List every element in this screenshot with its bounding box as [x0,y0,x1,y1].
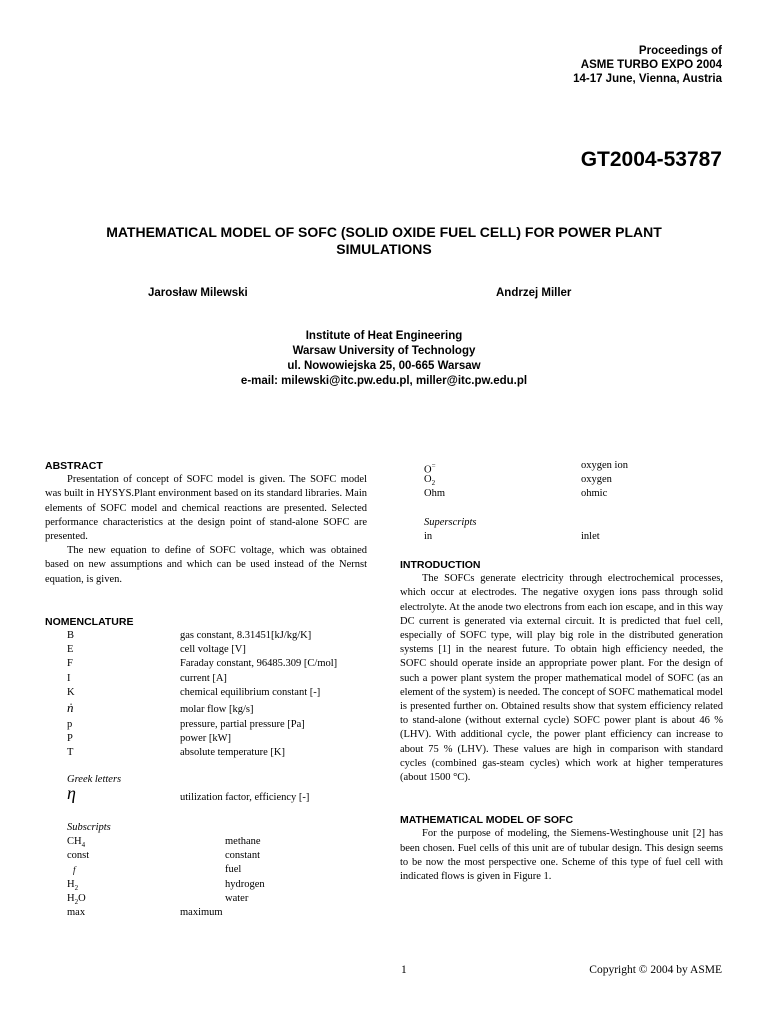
conference-date-location: 14-17 June, Vienna, Austria [573,73,722,85]
nomenclature-heading: NOMENCLATURE [45,615,134,628]
subscript-definition: methane [225,835,261,847]
nomenclature-definition: chemical equilibrium constant [-] [180,686,321,698]
subscript-definition: constant [225,850,260,862]
subscripts-heading: Subscripts [67,821,111,833]
model-paragraph: For the purpose of modeling, the Siemens-Westinghouse unit [2] has been chosen. Fuel cells of this unit are of tubular design. This design seems to be now the most perspective one. Scheme of this type of fuel cell with indicated flows is given in Figure 1. [400,828,723,883]
nomenclature-definition: Faraday constant, 96485.309 [C/mol] [180,658,338,670]
nomenclature-row [45,672,367,686]
symbol-subscript: 2 [74,883,79,892]
superscript-definition: inlet [581,530,600,542]
symbol-base: H [67,892,75,904]
subscript-symbol: f [73,865,76,876]
introduction-body [400,572,723,785]
symbol-base: O [424,464,432,476]
nomenclature-row [45,643,367,657]
superscript-row [400,530,723,544]
nomenclature-row [400,459,723,476]
subscript-definition: fuel [225,864,242,876]
subscript-row [45,835,367,849]
nomenclature-symbol: P [67,733,73,745]
right-column [400,459,723,884]
paper-title: MATHEMATICAL MODEL OF SOFC (SOLID OXIDE FUEL CELL) FOR POWER PLANT SIMULATIONS [106,224,662,257]
conference-name: ASME TURBO EXPO 2004 [580,59,722,71]
page-number: 1 [401,964,407,976]
symbol-base: CH [67,835,82,847]
nomenclature-row [45,782,367,809]
nomenclature-symbol: B [67,630,75,642]
abstract-body [45,473,367,587]
subscript-row [45,878,367,892]
affiliation-address: ul. Nowowiejska 25, 00-665 Warsaw [287,360,481,372]
symbol-tail: O [78,892,86,904]
subscript-row [45,863,367,877]
subscript-definition: hydrogen [225,878,265,890]
symbol-superscript: = [431,462,436,470]
nomenclature-definition: cell voltage [V] [180,644,246,656]
introduction-paragraph: The SOFCs generate electricity through electrochemical processes, which occur at electrodes. The negative oxygen ions pass through solid electrolyte. At the anode two electrons from each ion escape, and in this way DC current is generated via external circuit. It is predicted that fuel cell, especially of SOFC type, will play big role in the distributed generation systems [1] in the nearest future. To obtain high efficiency needed, the SOFC should operate inside an appropriate power plant. For the design of such a power plant system the proper mathematical model of SOFC (as an element of the system) is needed. The concept of SOFC mathematical model is presented further on. Obtained results show that system efficiency related to stand-alone (without external cycle) SOFC power plant is about 46 % (LHV). With additional cycle, the power plant efficiency can increase to about 75 % (LHV). These values are high in comparison with standard cycles (combined gas-steam cycles) which work at higher temperatures (about 1500 °C). [400,573,723,783]
subscript-definition: maximum [180,906,223,918]
paper-code: GT2004-53787 [580,148,722,171]
nomenclature-symbol: T [67,747,74,759]
nomenclature-row [45,718,367,732]
nomenclature-symbol: ṅ [67,699,74,715]
symbol-subscript: 2 [74,897,79,906]
author-2: Andrzej Miller [496,287,572,299]
superscript-symbol: in [424,530,433,542]
nomenclature-symbol: Ohm [424,488,445,500]
affiliation-email: e-mail: milewski@itc.pw.edu.pl, miller@itc.pw.edu.pl [240,375,528,387]
proceedings-line: Proceedings of [638,45,722,57]
nomenclature-symbol: η [67,782,76,803]
affiliation [60,329,708,389]
nomenclature-symbol: K [67,686,75,698]
nomenclature-row [45,686,367,700]
symbol-subscript: 2 [431,479,436,488]
nomenclature-definition: ohmic [581,488,608,500]
nomenclature-definition: molar flow [kg/s] [180,703,254,715]
abstract-paragraph: Presentation of concept of SOFC model is given. The SOFC model was built in HYSYS.Plant environment based on its standard libraries. Main elements of SOFC model and chemical reactions are presented. Selected performance characteristics at the design point of stand-alone SOFC are presented. [45,474,367,543]
subscript-row [45,892,367,906]
subscript-definition: water [225,892,249,904]
superscripts-heading: Superscripts [424,516,477,528]
nomenclature-definition: oxygen [581,474,612,486]
nomenclature-symbol: F [67,658,73,670]
symbol-base: H [67,878,75,890]
proceedings-header [573,44,722,86]
subscript-row [45,849,367,863]
nomenclature-symbol: E [67,644,74,656]
nomenclature-definition: pressure, partial pressure [Pa] [180,718,305,730]
nomenclature-row [45,629,367,643]
nomenclature-row [45,657,367,671]
nomenclature-row [45,732,367,746]
symbol-subscript: 4 [81,841,86,850]
subscript-symbol: const [67,850,90,862]
nomenclature-definition: power [kW] [180,733,232,745]
nomenclature-symbol: I [67,672,71,684]
nomenclature-definition: current [A] [180,672,227,684]
subscripts-list [45,835,367,920]
author-1: Jarosław Milewski [148,287,248,299]
nomenclature-symbol: p [67,718,73,730]
nomenclature-definition: gas constant, 8.31451[kJ/kg/K] [180,630,312,642]
nomenclature-definition: utilization factor, efficiency [-] [180,791,310,803]
nomenclature-continued [400,459,723,502]
nomenclature-row [400,473,723,487]
greek-letters-heading: Greek letters [67,773,122,785]
affiliation-university: Warsaw University of Technology [292,345,476,357]
nomenclature-row [45,746,367,760]
abstract-paragraph: The new equation to define of SOFC voltage, which was obtained based on new assumptions and which can be used instead of the Nernst equation, is given. [45,545,367,585]
copyright-notice: Copyright © 2004 by ASME [589,964,722,976]
nomenclature-row [400,487,723,501]
subscript-row [45,906,367,920]
abstract-heading: ABSTRACT [45,460,103,472]
model-heading: MATHEMATICAL MODEL OF SOFC [400,814,574,827]
nomenclature-definition: oxygen ion [581,460,628,471]
symbol-base: O [424,474,432,486]
introduction-heading: INTRODUCTION [400,558,481,571]
nomenclature-row [45,700,367,718]
affiliation-institute: Institute of Heat Engineering [305,330,463,342]
subscript-symbol: max [67,906,86,918]
model-body [400,827,723,884]
left-column [45,459,367,920]
nomenclature-definition: absolute temperature [K] [180,747,285,759]
nomenclature-list [45,629,367,761]
